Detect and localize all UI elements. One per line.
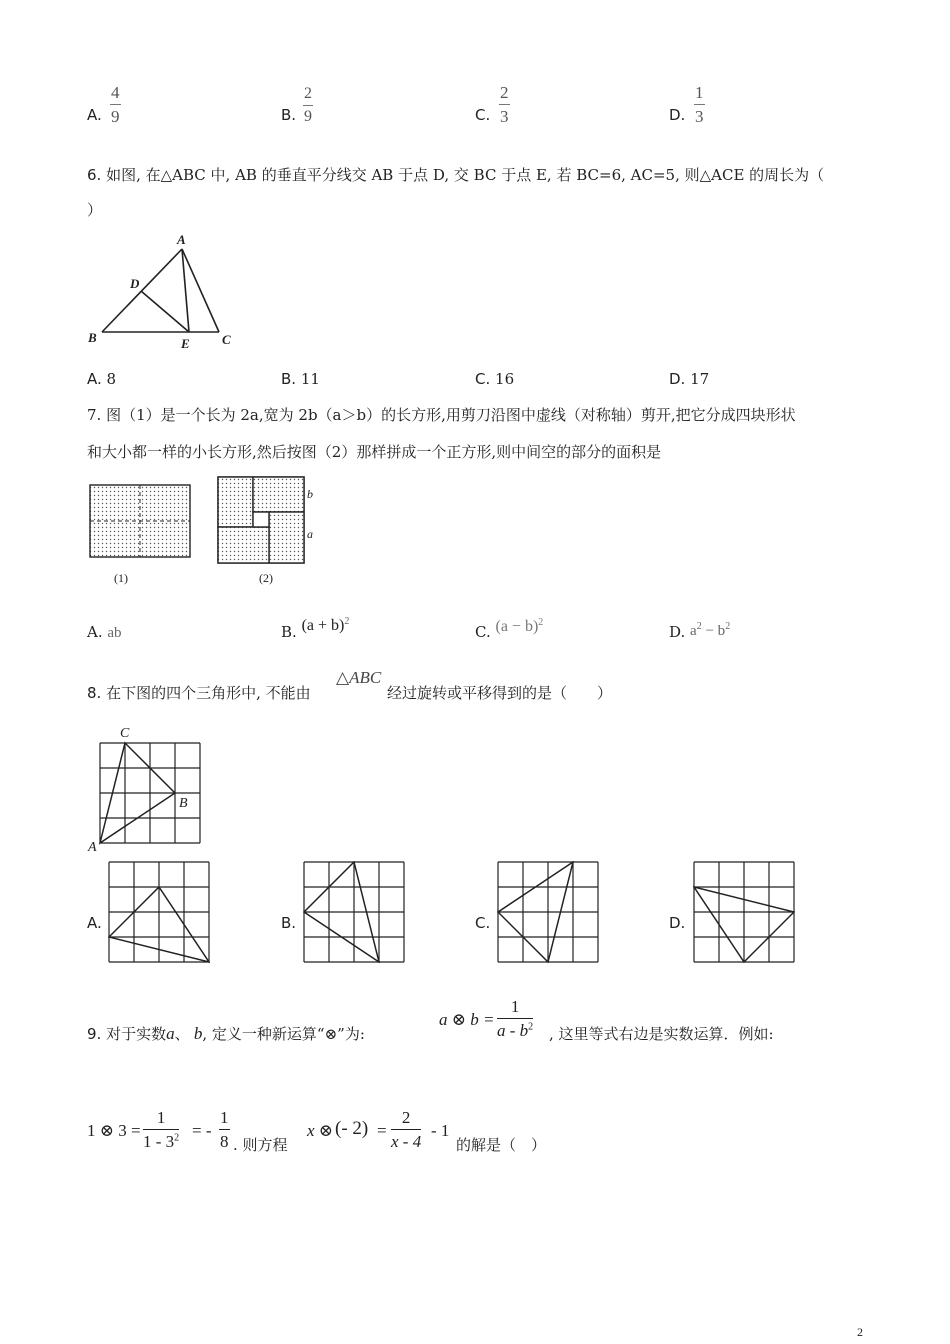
label-a: A	[177, 232, 186, 247]
q8-option-a-letter: A.	[87, 914, 102, 932]
q7-option-b: B. $(a + b)^2$	[281, 616, 350, 641]
q7-figure-1	[90, 485, 190, 585]
fig2-caption: (2)	[259, 571, 273, 585]
label-d: D	[130, 276, 140, 291]
q6-option-b: B. 11	[281, 370, 320, 388]
q8-text-after: 经过旋转或平移得到的是（ ）	[387, 684, 613, 702]
q6-text-line2: ）	[87, 201, 103, 219]
q6-option-a: A. 8	[87, 370, 117, 388]
q9-equation-tail: - 1	[431, 1121, 450, 1140]
q8-option-d-letter: D.	[669, 914, 686, 932]
q5-option-b-letter: B.	[281, 106, 297, 124]
q7-option-c: C. $(a - b)^2$	[475, 617, 544, 641]
q5-option-b-fraction: 2 9	[304, 85, 312, 125]
page-number: 2	[857, 1325, 863, 1339]
label-e: E	[181, 336, 190, 350]
q8-reference-grid	[85, 722, 210, 854]
label-b: B	[88, 330, 97, 345]
q8-option-a-grid	[108, 861, 210, 963]
q5-option-c-fraction: 2 3	[500, 83, 509, 126]
q6-option-d: D. 17	[669, 370, 710, 388]
q5-option-d-fraction: 1 3	[695, 83, 704, 126]
q6-text-line1: 6. 如图, 在△ABC 中, AB 的垂直平分线交 AB 于点 D, 交 BC 于点 E, 若 BC=6, AC=5, 则△ACE 的周长为（	[87, 166, 825, 184]
q6-option-c: C. 16	[475, 370, 515, 388]
q6-triangle-figure	[85, 232, 245, 350]
q9-equation-lhs: x ⊗	[307, 1121, 334, 1140]
q9-definition-lhs: a ⊗ b =	[439, 1010, 495, 1029]
q5-option-a-letter: A.	[87, 106, 102, 124]
q8-option-c-letter: C.	[475, 914, 491, 932]
q9-definition-fraction: 1 a - $b^2$	[497, 997, 534, 1040]
q8-option-c-grid	[497, 861, 599, 963]
fig1-caption: (1)	[114, 571, 128, 585]
q5-option-c-letter: C.	[475, 106, 491, 124]
q9-example-equals: = -	[192, 1121, 212, 1140]
q8-option-b-letter: B.	[281, 914, 297, 932]
q8-option-d-grid	[693, 861, 795, 963]
fig2-label-a: a	[307, 527, 313, 541]
segment-de	[141, 291, 189, 332]
q7-text-line2: 和大小都一样的小长方形,然后按图（2）那样拼成一个正方形,则中间空的部分的面积是	[87, 443, 662, 461]
q9-example-lhs: 1 ⊗ 3 =	[87, 1121, 141, 1140]
q7-option-a: A. ab	[87, 623, 122, 641]
q7-option-d: D. $a^2 - b^2$	[669, 621, 731, 641]
q9-text6: 的解是（ ）	[456, 1136, 547, 1154]
label-a: A	[88, 840, 97, 854]
q9-equation-fraction: 2 x - 4	[391, 1108, 422, 1151]
q8-option-b-grid	[303, 861, 405, 963]
q8-triangle-symbol: △ABC	[336, 668, 382, 687]
q9-equation-equals: =	[377, 1121, 387, 1140]
q9-text4: , 这里等式右边是实数运算．例如:	[549, 1025, 774, 1043]
q7-figure-2	[218, 477, 313, 585]
q9-text-line1: 9. 对于实数a、 b, 定义一种新运算“⊗”为:	[87, 1024, 365, 1043]
q9-text5: . 则方程	[233, 1136, 288, 1154]
q9-equation-paren: (- 2)	[335, 1118, 369, 1139]
q9-example-fraction: 1 $1 - 3^2$	[143, 1108, 180, 1151]
label-c: C	[222, 332, 231, 347]
fig2-label-b: b	[307, 487, 313, 501]
q9-example-result: 1 8	[220, 1108, 229, 1151]
q7-figures	[85, 474, 335, 589]
q7-text-line1: 7. 图（1）是一个长为 2a,宽为 2b（a＞b）的长方形,用剪刀沿图中虚线（对称轴）剪开,把它分成四块形状	[87, 406, 796, 424]
q8-text: 8. 在下图的四个三角形中, 不能由	[87, 684, 311, 702]
label-c: C	[120, 726, 130, 741]
q5-option-d-letter: D.	[669, 106, 686, 124]
q5-option-a-fraction: 4 9	[111, 83, 120, 126]
segment-ab	[102, 249, 182, 332]
label-b: B	[179, 796, 188, 811]
